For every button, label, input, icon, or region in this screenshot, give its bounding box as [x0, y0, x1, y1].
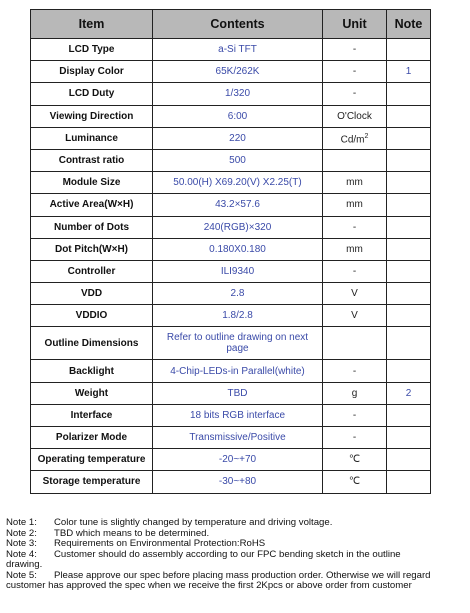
header-unit: Unit	[323, 10, 387, 39]
cell-note	[387, 105, 431, 127]
table-row	[31, 471, 431, 493]
table-row	[31, 105, 431, 127]
cell-unit: mm	[323, 238, 387, 260]
note-label: Note 2:	[6, 527, 37, 539]
cell-unit: -	[323, 61, 387, 83]
cell-contents: 4-Chip-LEDs-in Parallel(white)	[153, 360, 323, 382]
cell-note	[387, 427, 431, 449]
cell-contents: 2.8	[153, 283, 323, 305]
note-label: Note 4:	[6, 548, 37, 560]
spec-table	[30, 9, 431, 494]
cell-contents: ILI9340	[153, 260, 323, 282]
cell-item: Contrast ratio	[31, 149, 153, 171]
note-label: Note 1:	[6, 517, 37, 528]
cell-item: Module Size	[31, 172, 153, 194]
note-text: TBD which means to be determined.	[54, 527, 210, 539]
cell-unit: V	[323, 305, 387, 327]
cell-unit: V	[323, 283, 387, 305]
note-text: Requirements on Environmental Protection:RoHS	[54, 538, 266, 549]
cell-note	[387, 283, 431, 305]
cell-contents: 6:00	[153, 105, 323, 127]
cell-item: Storage temperature	[31, 471, 153, 493]
cell-note	[387, 449, 431, 471]
cell-contents: Transmissive/Positive	[153, 427, 323, 449]
header-item: Item	[31, 10, 153, 39]
cell-note	[387, 39, 431, 61]
table-row	[31, 127, 431, 149]
note-4	[6, 550, 464, 561]
table-header-row	[31, 10, 431, 39]
table-row	[31, 194, 431, 216]
cell-note	[387, 83, 431, 105]
cell-unit: ℃	[323, 449, 387, 471]
table-row	[31, 427, 431, 449]
cell-note	[387, 360, 431, 382]
cell-unit-superscript: 2	[364, 133, 369, 141]
cell-item: Viewing Direction	[31, 105, 153, 127]
cell-contents: 65K/262K	[153, 61, 323, 83]
header-note: Note	[387, 10, 431, 39]
cell-unit: -	[323, 360, 387, 382]
table-row	[31, 83, 431, 105]
cell-unit: -	[323, 83, 387, 105]
table-row	[31, 260, 431, 282]
cell-item: LCD Duty	[31, 83, 153, 105]
cell-unit: -	[323, 260, 387, 282]
table-row	[31, 327, 431, 360]
table-row	[31, 39, 431, 61]
cell-contents: 500	[153, 149, 323, 171]
note-label: Note 5:	[6, 569, 37, 581]
note-3	[6, 539, 464, 550]
cell-note	[387, 194, 431, 216]
cell-item: Active Area(W×H)	[31, 194, 153, 216]
cell-note	[387, 238, 431, 260]
cell-unit: -	[323, 39, 387, 61]
cell-unit: g	[323, 382, 387, 404]
cell-item: Dot Pitch(W×H)	[31, 238, 153, 260]
cell-item: VDDIO	[31, 305, 153, 327]
cell-item: Operating temperature	[31, 449, 153, 471]
cell-unit: -	[323, 404, 387, 426]
cell-note: 2	[387, 382, 431, 404]
cell-unit: ℃	[323, 471, 387, 493]
note-text: Customer should do assembly according to our FPC bending sketch in the outline	[54, 548, 401, 560]
cell-unit	[323, 327, 387, 360]
cell-contents: 0.180X0.180	[153, 238, 323, 260]
cell-item: VDD	[31, 283, 153, 305]
cell-item: LCD Type	[31, 39, 153, 61]
cell-unit: O'Clock	[323, 105, 387, 127]
note-text: Color tune is slightly changed by temperature and driving voltage.	[54, 517, 333, 528]
cell-item: Interface	[31, 404, 153, 426]
cell-unit	[323, 127, 387, 149]
cell-note	[387, 404, 431, 426]
table-row	[31, 305, 431, 327]
cell-contents: 1.8/2.8	[153, 305, 323, 327]
table-row	[31, 238, 431, 260]
cell-unit-base: Cd/m	[340, 134, 365, 146]
cell-note	[387, 471, 431, 493]
note-5-continuation: customer has approved the spec when we receive the first 2Kpcs or above order from customer	[6, 580, 412, 591]
cell-contents: 1/320	[153, 83, 323, 105]
cell-item: Weight	[31, 382, 153, 404]
cell-contents: a-Si TFT	[153, 39, 323, 61]
cell-note	[387, 216, 431, 238]
cell-note	[387, 149, 431, 171]
note-text: Please approve our spec before placing mass production order. Otherwise we will regard	[54, 569, 431, 581]
table-row	[31, 360, 431, 382]
header-contents: Contents	[153, 10, 323, 39]
table-row	[31, 216, 431, 238]
table-row	[31, 404, 431, 426]
cell-contents: 18 bits RGB interface	[153, 404, 323, 426]
spec-table-body	[31, 39, 431, 494]
table-row	[31, 172, 431, 194]
cell-contents: 43.2×57.6	[153, 194, 323, 216]
cell-contents: 50.00(H) X69.20(V) X2.25(T)	[153, 172, 323, 194]
cell-item: Backlight	[31, 360, 153, 382]
note-label: Note 3:	[6, 538, 37, 549]
cell-unit: mm	[323, 194, 387, 216]
table-row	[31, 149, 431, 171]
cell-contents: 240(RGB)×320	[153, 216, 323, 238]
cell-unit: -	[323, 216, 387, 238]
table-row	[31, 283, 431, 305]
cell-note	[387, 172, 431, 194]
cell-unit: -	[323, 427, 387, 449]
cell-item: Luminance	[31, 127, 153, 149]
cell-note: 1	[387, 61, 431, 83]
table-row	[31, 382, 431, 404]
cell-item: Polarizer Mode	[31, 427, 153, 449]
cell-unit	[323, 149, 387, 171]
cell-item: Controller	[31, 260, 153, 282]
table-row	[31, 61, 431, 83]
cell-contents: -30~+80	[153, 471, 323, 493]
cell-contents: Refer to outline drawing on next page	[153, 327, 323, 360]
cell-contents: TBD	[153, 382, 323, 404]
cell-unit: mm	[323, 172, 387, 194]
notes-section	[6, 518, 464, 592]
note-4-continuation: drawing.	[6, 559, 43, 570]
cell-item: Number of Dots	[31, 216, 153, 238]
cell-item: Display Color	[31, 61, 153, 83]
cell-contents: -20~+70	[153, 449, 323, 471]
cell-note	[387, 305, 431, 327]
cell-note	[387, 260, 431, 282]
cell-note	[387, 327, 431, 360]
note-1	[6, 518, 464, 529]
table-row	[31, 449, 431, 471]
cell-note	[387, 127, 431, 149]
cell-item: Outline Dimensions	[31, 327, 153, 360]
cell-contents: 220	[153, 127, 323, 149]
